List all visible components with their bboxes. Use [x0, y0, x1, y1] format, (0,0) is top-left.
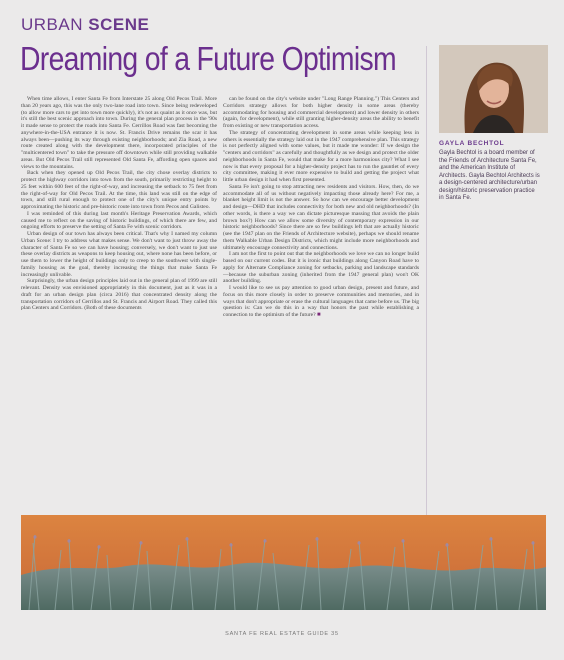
- paragraph: Urban design of our town has always been critical. That's why I named my column Urban Scene: I try to address what makes sense. We don't want to just throw away the character of Santa Fe so we can have housing; conversely, we don't want to just use these overlay districts as weapons to keep housing out, where none has been before, or use them to lower the height of buildings only to creep to the southwest with single-family housing as the goal, thereby increasing the things that make Santa Fe increasingly unlivable.: [21, 231, 217, 278]
- author-bio: Gayla Bechtol is a board member of the Friends of Architecture Santa Fe, and the American Institute of Architects. Gayla Bechtol Architects is a design-centered architecture/urban design/historic preservation practice in Santa Fe.: [439, 150, 540, 201]
- paragraph: Back when they opened up Old Pecos Trail, the city chose overlay districts to protect the highway corridors into town from the south, primarily restricting height to 25 feet within 600 feet of the right-of-way, and increasing the setback to 75 feet from the right-of-way for Old Pecos Trail. At the time, this land was still on the edge of town, and still rural enough to protect one of the city's unique entry points by approximating the historic and pre-historic route into town from Pecos and Galisteo.: [21, 170, 217, 210]
- lavender-field-illustration: [21, 515, 546, 610]
- article-headline: Dreaming of a Future Optimism: [20, 40, 396, 77]
- article-column-2: [223, 96, 419, 496]
- paragraph: Santa Fe isn't going to stop attracting new residents and visitors. How, then, do we accommodate all of us without negatively impacting those already here? For me, a blanket height limit is not the answer. So how can we encourage better development and design—DHD that includes connectivity for both new and old neighborhoods? (In other words, is there a way we can dictate picturesque massing that avoids the plain brown box?) How can we allow some diversity of contemporary expression in our historic neighborhoods? Since there are so few buildings left that are actually historic (see the 1947 plan on the Friends of Architecture website), perhaps we should rename them Walkable Urban Design Districts, which might include more neighborhoods and ultimately encourage connectivity and connections.: [223, 183, 419, 251]
- last-paragraph-text: I would like to see us pay attention to good urban design, present and future, and focus on this more closely in order to preserve communities and memories, and in ways that don't appropriate or erase the cultural languages that came before us. The big question is: Can we do this in a way that honors the past while establishing a connection to the optimism of the future?: [223, 285, 419, 318]
- paragraph: I am not the first to point out that the neighborhoods we love we can no longer build based on our current codes. But it is ironic that buildings along Canyon Road have to apply for Alternate Compliance zoning for setbacks, parking and landscape standards—because the suburban zoning (inherited from the 1947 general plan) won't OK another building.: [223, 251, 419, 285]
- author-portrait: [439, 45, 548, 133]
- end-mark-icon: ■: [317, 312, 321, 318]
- column-divider: [426, 46, 427, 596]
- paragraph: Surprisingly, the urban design principles laid out in the general plan of 1999 are still relevant. Density was envisioned appropriately in this document, just as it was in a draft for an urban design plan (circa 2016) that concentrated density along the transportation corridors of Cerrillos and St. Francis and Airport Road. They called this plan Centers and Corridors. (Both of these documents: [21, 278, 217, 312]
- paragraph: can be found on the city's website under "Long Range Planning.") This Centers and Corridors strategy allows for both higher density in some areas (thereby accommodating for housing and commercial development) and lower density in others (again, for development), while still granting higher-density areas the ability to benefit from existing or new transportation access.: [223, 96, 419, 129]
- article-column-1: [21, 96, 217, 519]
- paragraph: The strategy of concentrating development in some areas while keeping less in others is essentially the strategy laid out in the 1947 comprehensive plan. This strategy is not perfectly aligned with some values, but it made me wonder: If we design the "centers and corridors" as carefully and thoughtfully as we design and protect the older neighborhoods in Santa Fe, would that make for a more harmonious city? What I see now is that every proposal for a higher-density project has to run the gauntlet of every city committee, making it ever more expensive to build and getting the project what little urban design it had when first presented.: [223, 129, 419, 183]
- page-footer: SANTA FE REAL ESTATE GUIDE 35: [225, 631, 339, 637]
- section-label: [21, 15, 149, 35]
- paragraph: I was reminded of this during last month's Heritage Preservation Awards, which caused me to reflect on the saving of historic buildings, of which there are few, and ongoing efforts to preserve the setting of Santa Fe with scenic corridors.: [21, 210, 217, 231]
- section-label-scene: SCENE: [88, 15, 150, 34]
- paragraph: [223, 285, 419, 319]
- author-portrait-illustration: [439, 45, 548, 133]
- author-name: GAYLA BECHTOL: [439, 140, 505, 147]
- section-label-urban: URBAN: [21, 15, 84, 34]
- lavender-field-photo: [21, 515, 546, 610]
- paragraph: When time allows, I enter Santa Fe from Interstate 25 along Old Pecos Trail. More than 20 years ago, this was the only two-lane road into town. Since being redeveloped (to allow more cars to get into town more quickly), it's not as quaint as it once was, but it's still the best scenic approach into town. During the general plan process in the '90s it made sense to protect the roads into Santa Fe. Cerrillos Road was fast becoming the anywhere-in-the-USA entrance it is now. St. Francis Drive remains the scar it has always been—pushing its way through existing neighborhoods; and Zia Road, a new route created along with the development there, incorporated principles of the "multicentered town" to take the pressure off downtown while still providing walkable areas. But Old Pecos Trail still represented Old Santa Fe, affording open spaces and views to the mountains.: [21, 96, 217, 170]
